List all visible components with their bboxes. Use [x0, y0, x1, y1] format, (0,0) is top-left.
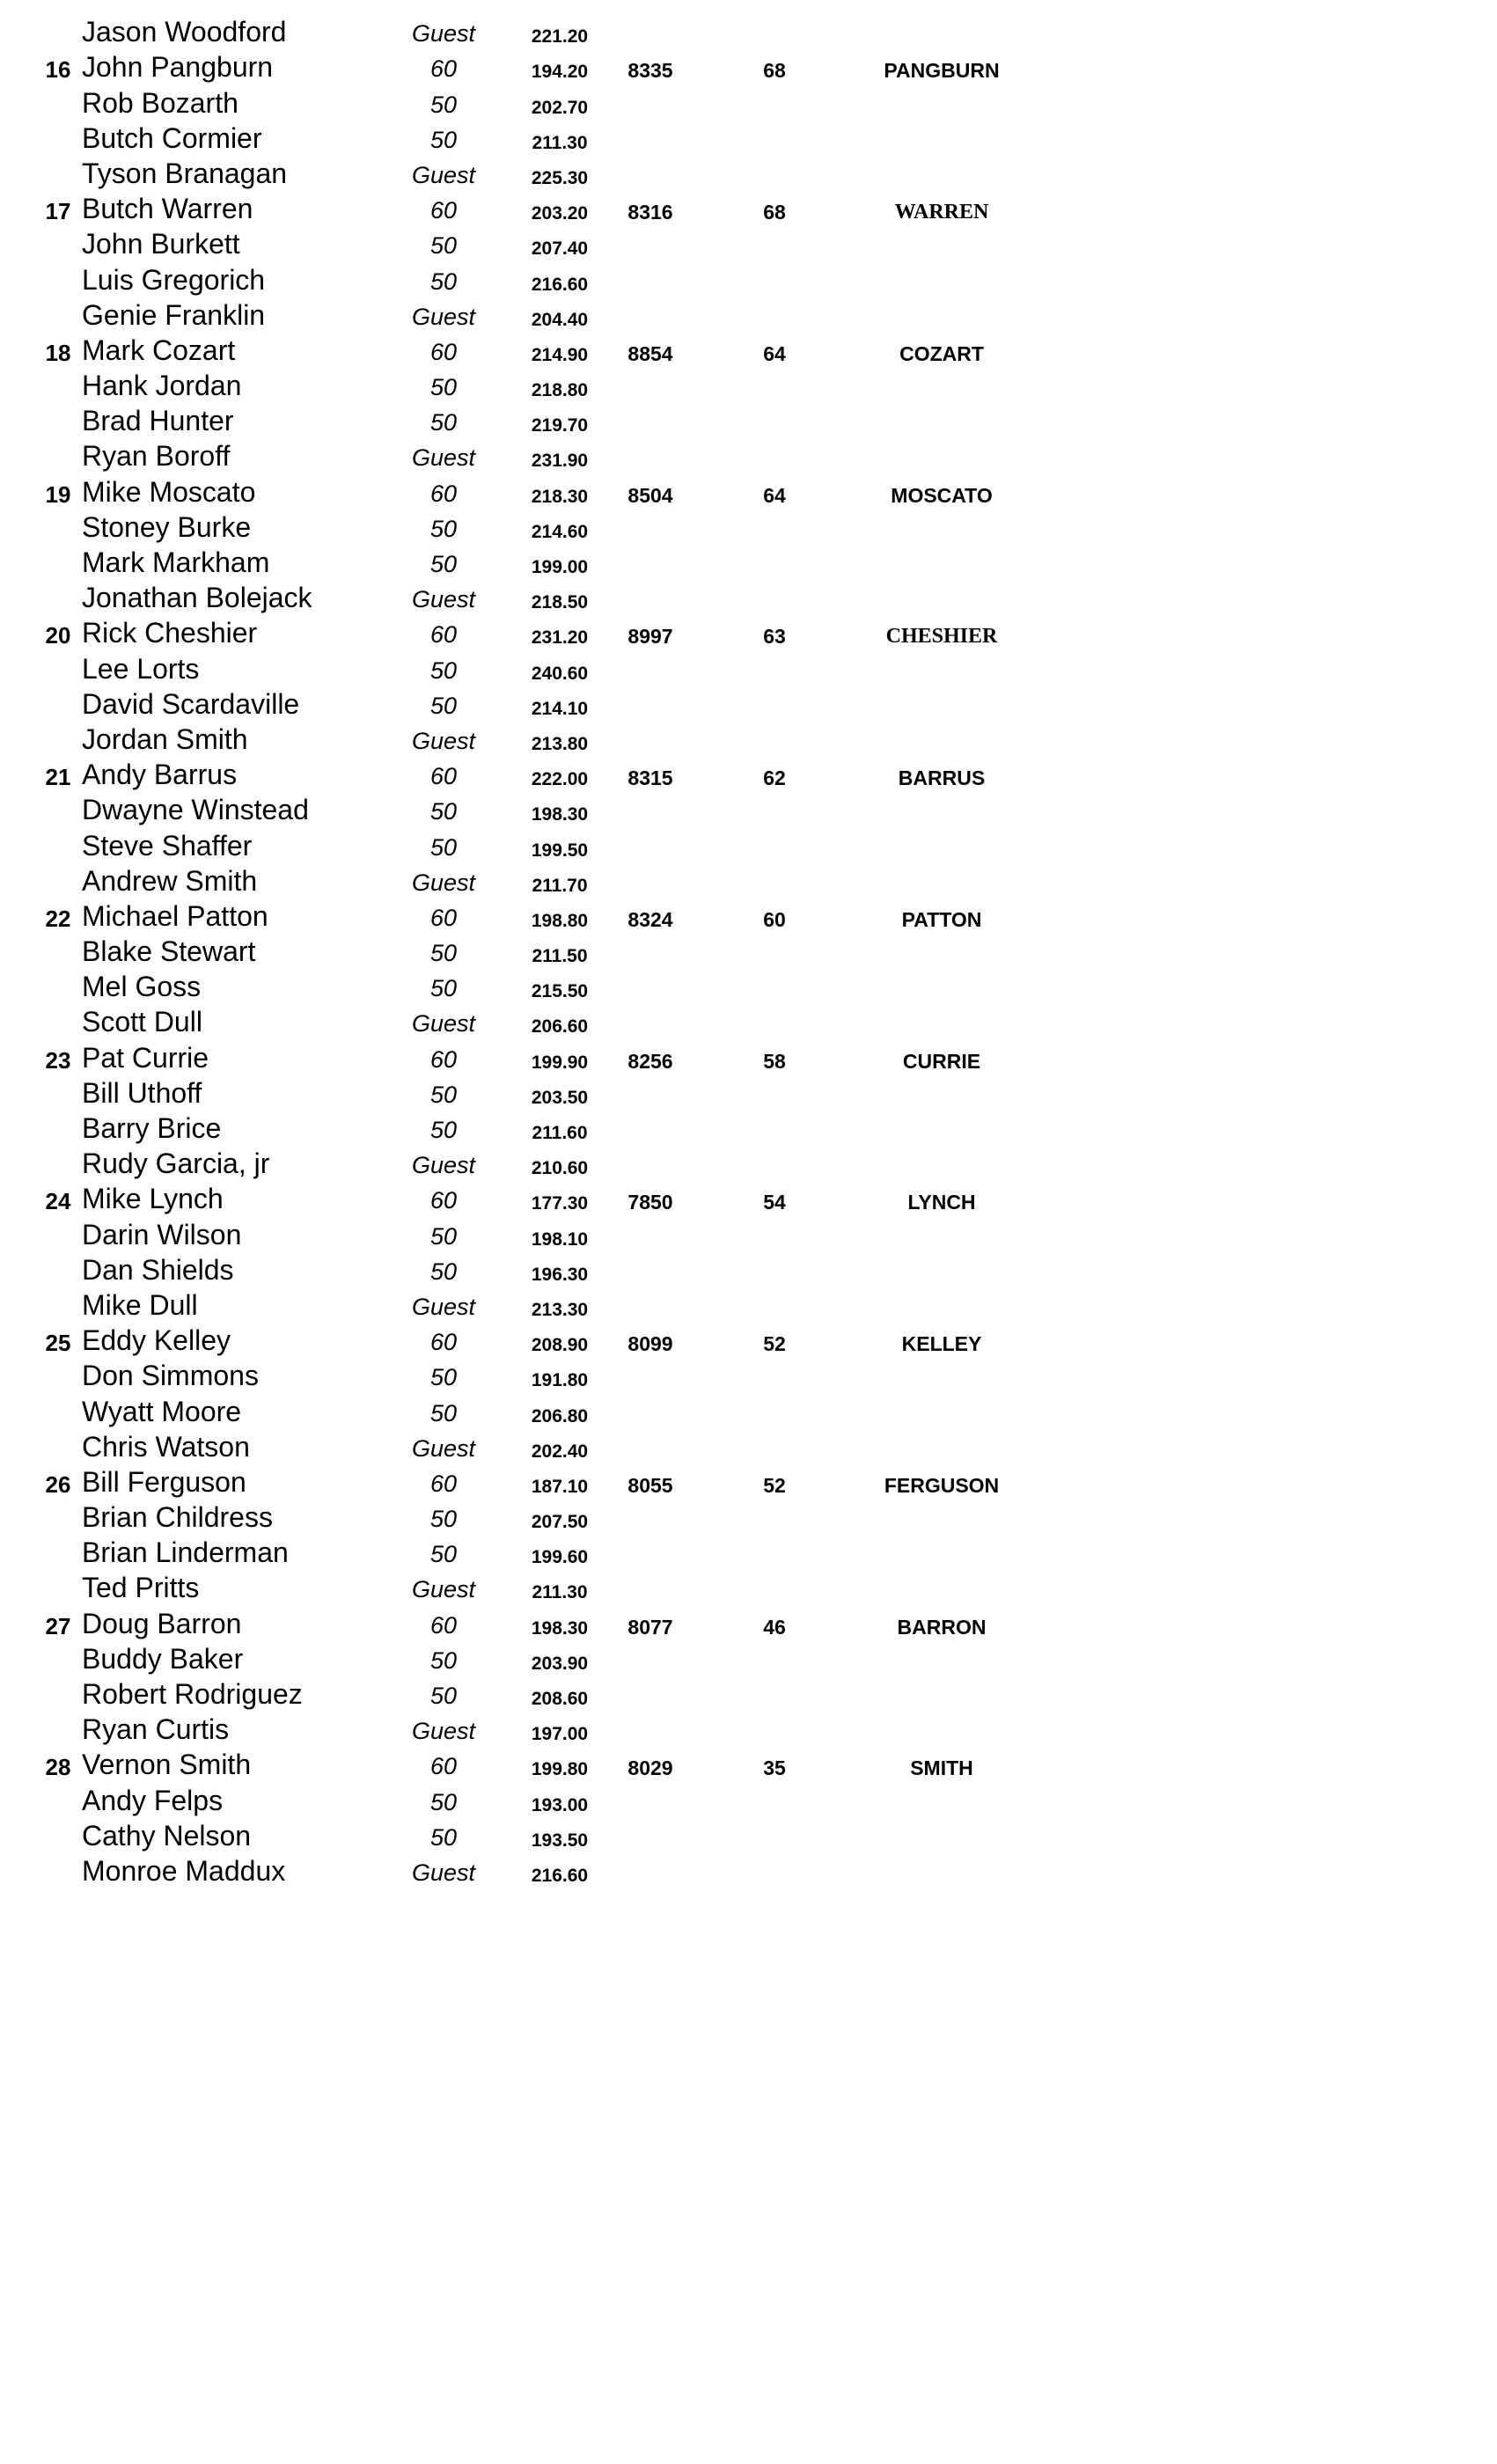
team-rank: 20: [45, 622, 71, 649]
bowler-handicap: 50: [429, 1399, 458, 1426]
bowler-handicap: 60: [429, 55, 458, 83]
bowler-handicap: 50: [429, 1823, 458, 1851]
bowler-handicap: 50: [429, 1646, 458, 1674]
bowler-name: Pat Currie: [82, 1041, 209, 1074]
bowler-handicap: 60: [429, 197, 458, 224]
bowler-average: 177.30: [531, 1193, 589, 1214]
table-row: [0, 1323, 1497, 1358]
table-row: [0, 333, 1497, 368]
team-total: 8315: [627, 766, 673, 790]
bowler-handicap: Guest: [411, 444, 476, 472]
team-points: 63: [763, 625, 786, 649]
bowler-name: Michael Patton: [82, 899, 268, 932]
table-row: [0, 1146, 1497, 1181]
table-row: [0, 1535, 1497, 1570]
bowler-average: 203.90: [531, 1653, 589, 1674]
bowler-average: 221.20: [531, 26, 589, 48]
bowler-handicap: Guest: [411, 1293, 476, 1320]
bowler-name: John Pangburn: [82, 51, 274, 84]
team-points: 68: [763, 201, 786, 224]
bowler-handicap: 60: [429, 763, 458, 790]
team-name: BARRUS: [898, 766, 986, 790]
team-rank: 22: [45, 905, 71, 932]
bowler-name: Dan Shields: [82, 1253, 234, 1286]
bowler-handicap: Guest: [411, 161, 476, 188]
table-row: [0, 1570, 1497, 1605]
bowler-name: Monroe Maddux: [82, 1854, 286, 1887]
bowler-name: Mel Goss: [82, 971, 202, 1003]
team-name: CURRIE: [902, 1049, 981, 1073]
team-rank: 24: [45, 1188, 71, 1215]
team-total: 8997: [627, 625, 673, 649]
table-row: [0, 827, 1497, 862]
table-row: [0, 226, 1497, 261]
bowler-handicap: 50: [429, 1541, 458, 1568]
bowler-name: Blake Stewart: [82, 935, 256, 968]
team-rank: 16: [45, 56, 71, 84]
team-points: 52: [763, 1332, 786, 1356]
bowler-average: 218.30: [531, 486, 589, 507]
table-row: [0, 1004, 1497, 1039]
bowler-average: 210.60: [531, 1158, 589, 1179]
bowler-name: Robert Rodriguez: [82, 1678, 303, 1710]
team-points: 64: [763, 341, 786, 365]
bowler-name: Ryan Boroff: [82, 440, 231, 473]
team-total: 8077: [627, 1615, 673, 1639]
team-name: WARREN: [894, 201, 989, 224]
table-row: [0, 14, 1497, 49]
bowler-average: 208.60: [531, 1689, 589, 1709]
table-row: [0, 403, 1497, 438]
bowler-average: 199.60: [531, 1547, 589, 1568]
team-name: MOSCATO: [891, 483, 993, 507]
team-rank: 19: [45, 480, 71, 508]
bowler-name: John Burkett: [82, 228, 240, 260]
table-row: [0, 121, 1497, 156]
table-row: [0, 1358, 1497, 1393]
table-row: [0, 545, 1497, 580]
bowler-name: Rudy Garcia, jr: [82, 1148, 270, 1180]
bowler-name: Brad Hunter: [82, 405, 234, 437]
bowler-average: 214.10: [531, 698, 589, 719]
table-row: [0, 368, 1497, 403]
team-points: 46: [763, 1615, 786, 1639]
bowler-name: Dwayne Winstead: [82, 794, 309, 826]
bowler-average: 207.50: [531, 1512, 589, 1533]
table-row: [0, 1464, 1497, 1500]
team-rank: 27: [45, 1612, 71, 1639]
bowler-name: Ted Pritts: [82, 1572, 200, 1604]
bowler-average: 213.30: [531, 1299, 589, 1320]
table-row: [0, 1216, 1497, 1251]
bowler-name: Wyatt Moore: [82, 1395, 242, 1427]
table-row: [0, 510, 1497, 545]
table-row: [0, 1782, 1497, 1817]
bowler-handicap: 50: [429, 1683, 458, 1709]
bowler-average: 215.50: [531, 981, 589, 1002]
table-row: [0, 84, 1497, 120]
table-row: [0, 934, 1497, 969]
bowler-handicap: 50: [429, 126, 458, 153]
bowler-handicap: 50: [429, 409, 458, 436]
standings-table: [0, 14, 1497, 1888]
bowler-name: Mark Cozart: [82, 334, 236, 366]
bowler-average: 231.20: [531, 627, 589, 649]
bowler-name: Doug Barron: [82, 1607, 242, 1639]
team-total: 7850: [627, 1191, 673, 1214]
team-name: SMITH: [910, 1756, 973, 1780]
team-name: BARRON: [897, 1615, 987, 1639]
bowler-handicap: 50: [429, 975, 458, 1002]
bowler-handicap: 50: [429, 656, 458, 684]
team-rank: 23: [45, 1046, 71, 1074]
bowler-average: 197.00: [531, 1724, 589, 1745]
bowler-average: 198.10: [531, 1228, 589, 1250]
bowler-name: Chris Watson: [82, 1430, 250, 1463]
bowler-average: 218.50: [531, 592, 589, 613]
bowler-average: 240.60: [531, 663, 589, 684]
table-row: [0, 650, 1497, 686]
bowler-handicap: 50: [429, 1788, 458, 1815]
table-row: [0, 1252, 1497, 1287]
bowler-name: Barry Brice: [82, 1112, 222, 1144]
table-row: [0, 1111, 1497, 1146]
bowler-handicap: 60: [429, 338, 458, 365]
bowler-average: 218.80: [531, 380, 589, 401]
team-name: LYNCH: [907, 1191, 976, 1214]
bowler-name: Eddy Kelley: [82, 1324, 231, 1357]
bowler-handicap: 50: [429, 515, 458, 542]
bowler-handicap: 50: [429, 1117, 458, 1143]
bowler-average: 203.50: [531, 1087, 589, 1108]
bowler-average: 199.50: [531, 840, 589, 861]
team-name: FERGUSON: [884, 1473, 1000, 1497]
bowler-name: David Scardaville: [82, 687, 300, 720]
team-name: PANGBURN: [884, 59, 1000, 83]
team-total: 8029: [627, 1756, 673, 1780]
bowler-name: Cathy Nelson: [82, 1819, 252, 1852]
bowler-name: Buddy Baker: [82, 1642, 244, 1675]
table-row: [0, 1429, 1497, 1464]
bowler-name: Mark Markham: [82, 546, 270, 578]
table-row: [0, 1287, 1497, 1323]
bowler-handicap: Guest: [411, 869, 476, 896]
bowler-average: 194.20: [531, 62, 589, 83]
bowler-handicap: 50: [429, 1506, 458, 1533]
team-points: 60: [763, 907, 786, 931]
table-row: [0, 438, 1497, 473]
table-row: [0, 297, 1497, 333]
bowler-handicap: Guest: [411, 727, 476, 754]
bowler-average: 198.30: [531, 1617, 589, 1639]
table-row: [0, 1641, 1497, 1676]
table-row: [0, 686, 1497, 722]
table-row: [0, 580, 1497, 615]
bowler-handicap: 60: [429, 621, 458, 649]
table-row: [0, 792, 1497, 827]
table-row: [0, 261, 1497, 297]
bowler-name: Mike Lynch: [82, 1183, 224, 1215]
bowler-name: Mike Dull: [82, 1288, 198, 1321]
bowler-average: 211.30: [532, 132, 588, 153]
bowler-handicap: 60: [429, 1187, 458, 1214]
bowler-handicap: 50: [429, 551, 458, 577]
bowler-name: Lee Lorts: [82, 652, 200, 685]
bowler-name: Tyson Branagan: [82, 157, 288, 189]
table-row: [0, 1818, 1497, 1853]
table-row: [0, 1605, 1497, 1640]
table-row: [0, 1039, 1497, 1074]
bowler-average: 214.90: [531, 344, 589, 365]
bowler-handicap: Guest: [411, 1434, 476, 1462]
table-row: [0, 1676, 1497, 1712]
bowler-name: Ryan Curtis: [82, 1713, 230, 1746]
table-row: [0, 191, 1497, 226]
bowler-handicap: Guest: [411, 586, 476, 613]
team-points: 52: [763, 1473, 786, 1497]
bowler-average: 214.60: [531, 521, 589, 542]
bowler-handicap: 60: [429, 1470, 458, 1497]
table-row: [0, 969, 1497, 1004]
team-name: KELLEY: [901, 1332, 982, 1356]
bowler-name: Don Simmons: [82, 1360, 259, 1392]
bowler-handicap: 50: [429, 1222, 458, 1250]
bowler-name: Andy Felps: [82, 1784, 224, 1816]
bowler-name: Vernon Smith: [82, 1749, 252, 1781]
bowler-name: Bill Ferguson: [82, 1465, 246, 1498]
bowler-handicap: Guest: [411, 20, 476, 48]
team-points: 35: [763, 1756, 786, 1780]
bowler-name: Andrew Smith: [82, 864, 258, 897]
bowler-handicap: Guest: [411, 1718, 476, 1745]
bowler-name: Jonathan Bolejack: [82, 582, 312, 614]
table-row: [0, 1853, 1497, 1888]
bowler-average: 208.90: [531, 1335, 589, 1356]
bowler-handicap: 60: [429, 1045, 458, 1073]
team-rank: 17: [45, 198, 71, 225]
team-rank: 21: [45, 764, 71, 791]
team-total: 8316: [627, 201, 673, 224]
bowler-handicap: Guest: [411, 1859, 476, 1886]
bowler-name: Rick Cheshier: [82, 617, 258, 649]
bowler-name: Luis Gregorich: [82, 263, 266, 296]
bowler-average: 206.80: [531, 1405, 589, 1426]
bowler-name: Darin Wilson: [82, 1218, 242, 1250]
table-row: [0, 1500, 1497, 1535]
table-row: [0, 863, 1497, 898]
bowler-handicap: 50: [429, 833, 458, 861]
bowler-average: 191.80: [531, 1370, 589, 1391]
bowler-handicap: 50: [429, 91, 458, 118]
bowler-average: 203.20: [531, 203, 589, 224]
table-row: [0, 1747, 1497, 1782]
team-total: 8324: [627, 907, 673, 931]
bowler-handicap: 50: [429, 374, 458, 401]
team-total: 8504: [627, 483, 673, 507]
bowler-average: 198.80: [531, 910, 589, 931]
bowler-name: Rob Bozarth: [82, 86, 238, 119]
bowler-average: 211.50: [532, 946, 588, 967]
team-points: 62: [763, 766, 786, 790]
bowler-handicap: 50: [429, 232, 458, 260]
bowler-average: 187.10: [531, 1476, 589, 1497]
bowler-average: 222.00: [531, 769, 589, 790]
team-total: 8335: [627, 59, 673, 83]
table-row: [0, 1181, 1497, 1216]
team-name: PATTON: [901, 907, 982, 931]
team-points: 58: [763, 1049, 786, 1073]
team-rank: 18: [45, 339, 71, 366]
table-row: [0, 757, 1497, 792]
bowler-average: 193.00: [531, 1794, 589, 1815]
bowler-average: 225.30: [531, 167, 589, 188]
bowler-average: 211.30: [532, 1582, 588, 1603]
table-row: [0, 473, 1497, 509]
bowler-handicap: Guest: [411, 1010, 476, 1038]
bowler-average: 216.60: [531, 1865, 589, 1886]
bowler-handicap: 60: [429, 1329, 458, 1356]
bowler-name: Jason Woodford: [82, 16, 287, 48]
bowler-average: 199.80: [531, 1759, 589, 1780]
bowler-handicap: 50: [429, 1081, 458, 1108]
bowler-handicap: Guest: [411, 1152, 476, 1179]
bowler-average: 207.40: [531, 238, 589, 260]
bowler-handicap: 50: [429, 798, 458, 825]
table-row: [0, 722, 1497, 757]
bowler-handicap: 50: [429, 268, 458, 295]
bowler-handicap: 50: [429, 1258, 458, 1285]
team-points: 54: [763, 1191, 786, 1214]
team-rank: 25: [45, 1330, 71, 1357]
bowler-name: Jordan Smith: [82, 722, 248, 755]
bowler-name: Scott Dull: [82, 1006, 202, 1038]
bowler-name: Genie Franklin: [82, 298, 266, 331]
bowler-average: 202.70: [531, 97, 589, 118]
team-points: 68: [763, 59, 786, 83]
bowler-handicap: 50: [429, 940, 458, 967]
table-row: [0, 898, 1497, 934]
team-rank: 26: [45, 1470, 71, 1498]
bowler-average: 213.80: [531, 733, 589, 754]
bowler-average: 204.40: [531, 309, 589, 330]
table-row: [0, 1712, 1497, 1747]
bowler-handicap: Guest: [411, 303, 476, 330]
bowler-average: 211.70: [532, 875, 588, 896]
bowler-name: Butch Cormier: [82, 121, 262, 154]
table-row: [0, 615, 1497, 650]
bowler-name: Mike Moscato: [82, 475, 256, 508]
bowler-handicap: 60: [429, 1611, 458, 1639]
team-total: 8055: [627, 1473, 673, 1497]
bowler-average: 198.30: [531, 804, 589, 825]
table-row: [0, 1393, 1497, 1428]
bowler-average: 216.60: [531, 274, 589, 295]
bowler-name: Brian Childress: [82, 1501, 273, 1534]
bowler-name: Stoney Burke: [82, 510, 252, 543]
bowler-average: 193.50: [531, 1830, 589, 1851]
bowler-name: Bill Uthoff: [82, 1076, 202, 1109]
bowler-handicap: 60: [429, 1753, 458, 1780]
bowler-average: 196.30: [531, 1264, 589, 1285]
bowler-average: 231.90: [531, 451, 589, 472]
bowler-handicap: 50: [429, 1364, 458, 1391]
team-name: CHESHIER: [885, 625, 998, 649]
bowler-average: 219.70: [531, 415, 589, 436]
team-total: 8854: [627, 341, 673, 365]
bowler-handicap: 60: [429, 480, 458, 507]
bowler-name: Steve Shaffer: [82, 829, 253, 862]
team-points: 64: [763, 483, 786, 507]
team-total: 8099: [627, 1332, 673, 1356]
team-name: COZART: [899, 341, 984, 365]
bowler-handicap: 50: [429, 692, 458, 719]
table-row: [0, 1075, 1497, 1111]
bowler-handicap: Guest: [411, 1576, 476, 1603]
bowler-average: 211.60: [532, 1123, 588, 1143]
table-row: [0, 156, 1497, 191]
bowler-average: 199.00: [531, 557, 589, 577]
bowler-name: Brian Linderman: [82, 1536, 289, 1569]
bowler-name: Andy Barrus: [82, 759, 238, 791]
bowler-handicap: 60: [429, 904, 458, 931]
bowler-average: 199.90: [531, 1052, 589, 1073]
team-rank: 28: [45, 1754, 71, 1781]
table-row: [0, 49, 1497, 84]
team-total: 8256: [627, 1049, 673, 1073]
bowler-average: 202.40: [531, 1441, 589, 1462]
bowler-name: Butch Warren: [82, 193, 253, 225]
bowler-average: 206.60: [531, 1016, 589, 1038]
bowler-name: Hank Jordan: [82, 370, 242, 402]
